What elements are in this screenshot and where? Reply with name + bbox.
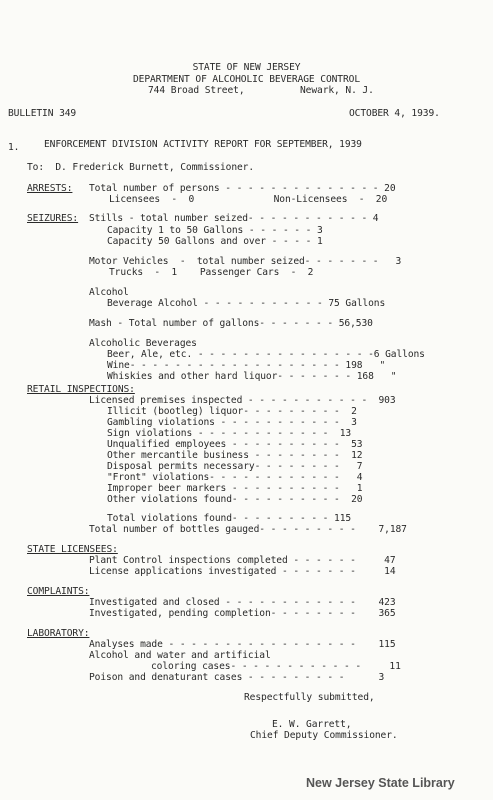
total-violations-line: Total violations found- - - - - - - - - 115	[107, 513, 352, 524]
report-title: ENFORCEMENT DIVISION ACTIVITY REPORT FOR SEPTEMBER, 1939	[44, 139, 362, 150]
address-street: 744 Broad Street,	[148, 85, 245, 96]
violation-item-illicit: Illicit (bootleg) liquor- - - - - - - - - 2	[107, 406, 357, 417]
stills-line: Stills - total number seized- - - - - - - - - - - 4	[89, 213, 379, 224]
bulletin-number: BULLETIN 349	[8, 108, 77, 119]
arrests-total: Total number of persons - - - - - - - - - - - - - - 20	[89, 183, 396, 194]
library-watermark: New Jersey State Library	[306, 776, 455, 790]
coloring-cases-line: coloring cases- - - - - - - - - - - - 11	[151, 661, 401, 672]
stills-capacity-small: Capacity 1 to 50 Gallons - - - - - - 3	[107, 225, 323, 236]
complaints-label: COMPLAINTS:	[27, 586, 90, 597]
state-licensees-label: STATE LICENSEES:	[27, 544, 118, 555]
poison-denaturant-line: Poison and denaturant cases - - - - - - - - - 3	[89, 672, 385, 683]
motor-vehicles-line: Motor Vehicles - total number seized- - - - - - - 3	[89, 256, 402, 267]
retail-inspections-label: RETAIL INSPECTIONS:	[27, 384, 135, 395]
violation-item-sign: Sign violations - - - - - - - - - - - - 13	[107, 428, 352, 439]
respectfully-submitted: Respectfully submitted,	[244, 692, 375, 703]
violation-item-mercantile: Other mercantile business - - - - - - - - 12	[107, 450, 363, 461]
beer-line: Beer, Ale, etc. - - - - - - - - - - - - - - - -6 Gallons	[107, 349, 425, 360]
violation-item-disposal: Disposal permits necessary- - - - - - - - 7	[107, 461, 363, 472]
alcohol-label: Alcohol	[89, 287, 129, 298]
to-line: To: D. Frederick Burnett, Commissioner.	[27, 162, 255, 173]
complaints-pending-line: Investigated, pending completion- - - - - - - - 365	[89, 608, 396, 619]
complaints-closed-line: Investigated and closed - - - - - - - - - - - - 423	[89, 597, 396, 608]
trucks-line: Trucks - 1 Passenger Cars - 2	[109, 267, 314, 278]
bottles-gauged-line: Total number of bottles gauged- - - - - - - - - 7,187	[89, 524, 407, 535]
department-heading: DEPARTMENT OF ALCOHOLIC BEVERAGE CONTROL	[132, 74, 361, 85]
mash-line: Mash - Total number of gallons- - - - - - - 56,530	[89, 318, 373, 329]
alcohol-water-line: Alcohol and water and artificial	[89, 650, 271, 661]
arrests-breakdown: Licensees - 0 Non-Licensees - 20	[109, 194, 388, 205]
beverage-alcohol-line: Beverage Alcohol - - - - - - - - - - - 75 Gallons	[107, 298, 386, 309]
violation-item-front: "Front" violations- - - - - - - - - - - - 4	[107, 472, 363, 483]
bulletin-date: OCTOBER 4, 1939.	[349, 108, 440, 119]
item-number: 1.	[8, 142, 20, 153]
wine-line: Wine- - - - - - - - - - - - - - - - - - - 198 "	[107, 360, 386, 371]
analyses-line: Analyses made - - - - - - - - - - - - - - - - - 115	[89, 639, 396, 650]
violation-item-gambling: Gambling violations - - - - - - - - - - - 3	[107, 417, 357, 428]
alcoholic-beverages-label: Alcoholic Beverages	[89, 338, 197, 349]
state-heading: STATE OF NEW JERSEY	[192, 62, 301, 73]
address-city: Newark, N. J.	[300, 85, 374, 96]
whiskies-line: Whiskies and other hard liquor- - - - - - - 168 "	[107, 371, 397, 382]
laboratory-label: LABORATORY:	[27, 628, 90, 639]
violation-item-other: Other violations found- - - - - - - - - - 20	[107, 494, 363, 505]
seizures-label: SEIZURES:	[27, 213, 79, 224]
signer-name: E. W. Garrett,	[272, 719, 352, 730]
signer-title: Chief Deputy Commissioner.	[250, 730, 398, 741]
arrests-label: ARRESTS:	[27, 183, 73, 194]
stills-capacity-large: Capacity 50 Gallons and over - - - - 1	[107, 236, 323, 247]
violation-item-beer-markers: Improper beer markers - - - - - - - - - - 1	[107, 483, 363, 494]
license-applications-line: License applications investigated - - - - - - - 14	[89, 566, 396, 577]
licensed-premises-line: Licensed premises inspected - - - - - - - - - - - 903	[89, 395, 396, 406]
plant-control-line: Plant Control inspections completed - - - - - - 47	[89, 555, 396, 566]
violation-item-unqualified: Unqualified employees - - - - - - - - - - 53	[107, 439, 363, 450]
